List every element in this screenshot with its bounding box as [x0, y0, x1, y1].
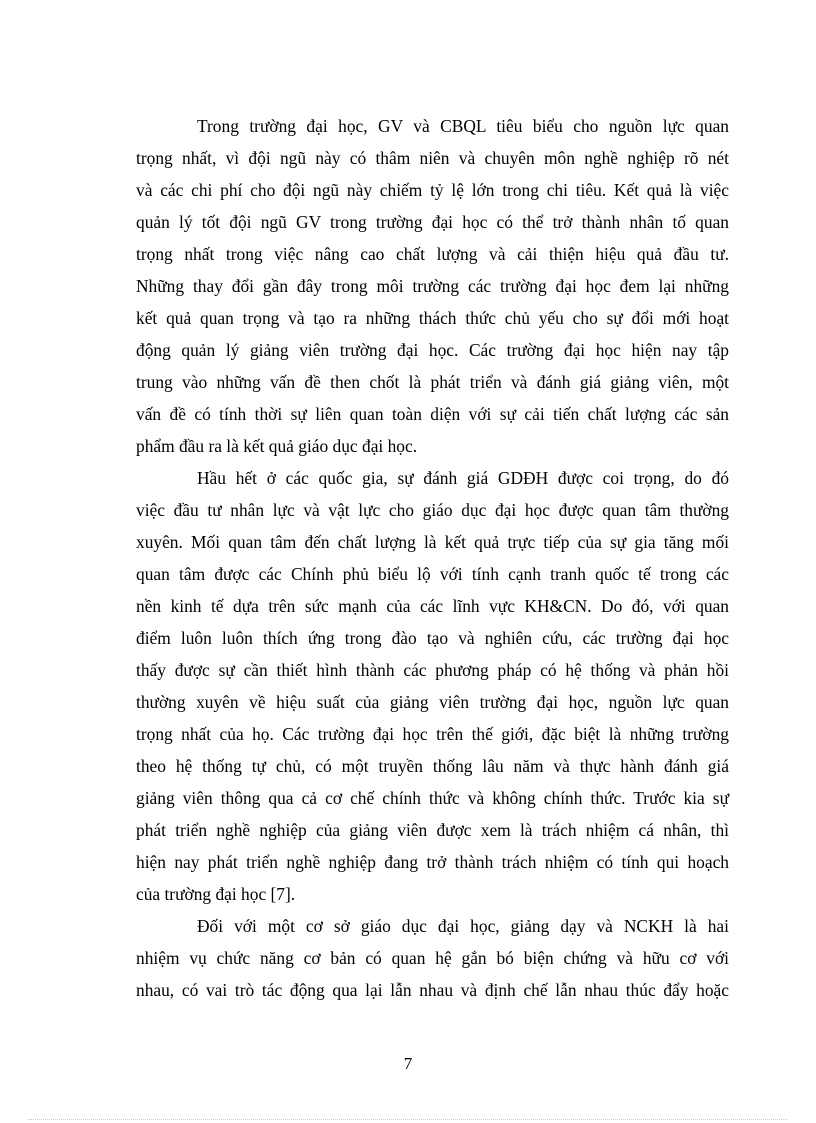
text-line: Hầu hết ở các quốc gia, sự đánh giá GDĐH được coi trọng, do đó [197, 468, 729, 488]
text-line: thấy được sự cần thiết hình thành các phương pháp có hệ thống và phản hồi [136, 660, 729, 680]
text-line: trọng nhất của họ. Các trường đại học trên thế giới, đặc biệt là những trường [136, 724, 729, 744]
paragraph [136, 110, 729, 462]
text-line: việc đầu tư nhân lực và vật lực cho giáo dục đại học được quan tâm thường [136, 500, 729, 520]
text-line: quản lý tốt đội ngũ GV trong trường đại học có thể trở thành nhân tố quan [136, 212, 729, 232]
text-line: trọng nhất trong việc nâng cao chất lượng và cải thiện hiệu quả đầu tư. [136, 244, 729, 264]
text-line: theo hệ thống tự chủ, có một truyền thống lâu năm và thực hành đánh giá [136, 756, 729, 776]
text-line: xuyên. Mối quan tâm đến chất lượng là kết quả trực tiếp của sự gia tăng mối [136, 532, 729, 552]
text-line: động quản lý giảng viên trường đại học. Các trường đại học hiện nay tập [136, 340, 729, 360]
text-line: nhau, có vai trò tác động qua lại lẫn nhau và định chế lẫn nhau thúc đẩy hoặc [136, 980, 729, 1000]
page-bottom-dotted-border [28, 1119, 788, 1120]
text-line: kết quả quan trọng và tạo ra những thách thức chủ yếu cho sự đổi mới hoạt [136, 308, 729, 328]
text-line: giảng viên thông qua cả cơ chế chính thức và không chính thức. Trước kia sự [136, 788, 729, 808]
paragraph [136, 910, 729, 1006]
text-line: trọng nhất, vì đội ngũ này có thâm niên và chuyên môn nghề nghiệp rõ nét [136, 148, 729, 168]
body-text [136, 110, 729, 1006]
text-line: nhiệm vụ chức năng cơ bản có quan hệ gắn bó biện chứng và hữu cơ với [136, 948, 729, 968]
page-number: 7 [403, 1054, 413, 1073]
paragraph [136, 462, 729, 910]
text-line: phẩm đầu ra là kết quả giáo dục đại học. [136, 436, 418, 456]
text-line: Những thay đổi gần đây trong môi trường các trường đại học đem lại những [136, 276, 729, 296]
text-line: trung vào những vấn đề then chốt là phát triển và đánh giá giảng viên, một [136, 372, 729, 392]
text-line: Trong trường đại học, GV và CBQL tiêu biểu cho nguồn lực quan [197, 116, 729, 136]
text-line: quan tâm được các Chính phủ biểu lộ với tính cạnh tranh quốc tế trong các [136, 564, 729, 584]
text-line: vấn đề có tính thời sự liên quan toàn diện với sự cải tiến chất lượng các sản [136, 404, 729, 424]
text-line: điểm luôn luôn thích ứng trong đào tạo và nghiên cứu, các trường đại học [136, 628, 729, 648]
text-line: nền kinh tế dựa trên sức mạnh của các lĩnh vực KH&CN. Do đó, với quan [136, 596, 729, 616]
text-line: phát triển nghề nghiệp của giảng viên được xem là trách nhiệm cá nhân, thì [136, 820, 729, 840]
text-line: và các chi phí cho đội ngũ này chiếm tỷ lệ lớn trong chi tiêu. Kết quả là việc [136, 180, 729, 200]
text-line: của trường đại học [7]. [136, 884, 296, 904]
text-line: hiện nay phát triển nghề nghiệp đang trở thành trách nhiệm có tính qui hoạch [136, 852, 729, 872]
text-line: Đối với một cơ sở giáo dục đại học, giảng dạy và NCKH là hai [197, 916, 729, 936]
text-line: thường xuyên về hiệu suất của giảng viên trường đại học, nguồn lực quan [136, 692, 729, 712]
